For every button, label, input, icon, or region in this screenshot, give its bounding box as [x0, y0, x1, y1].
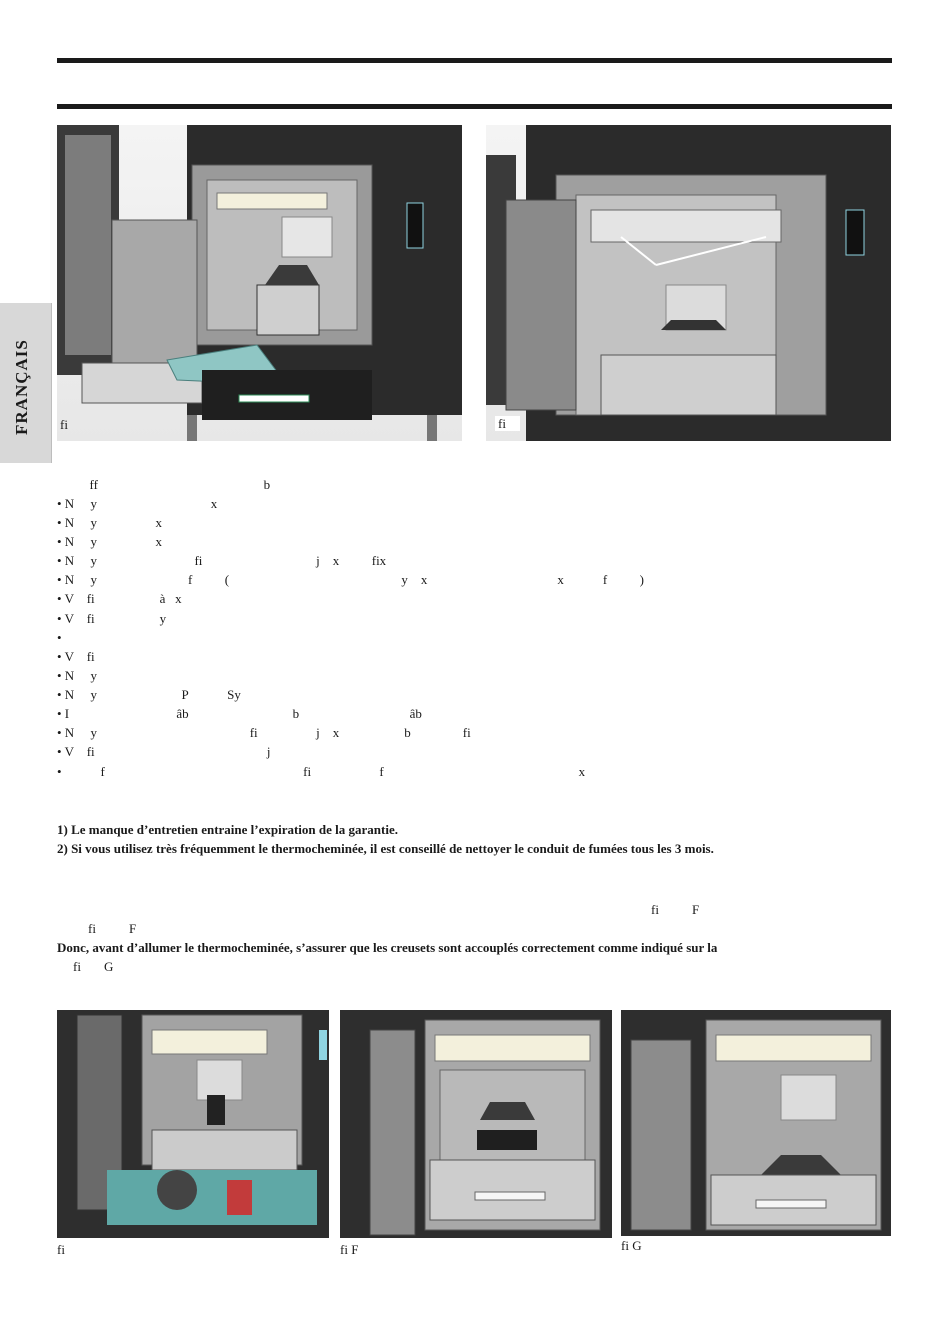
figure-label: fi — [495, 416, 520, 431]
instruction-crucibles: Donc, avant d’allumer le thermocheminée, s’assurer que les creusets sont accouplés correctement comme indiqué sur la — [57, 940, 718, 955]
figure-top-right — [486, 125, 891, 441]
text-line: • N y x — [57, 496, 218, 511]
text-line: • N y x — [57, 515, 162, 530]
text-line: • N y — [57, 668, 97, 683]
figure-ref-letter: G — [104, 959, 114, 974]
text-line: • N y fi j x fix — [57, 553, 387, 568]
text-line: • V fi à x — [57, 591, 182, 606]
stove-open-drawer-illustration — [57, 125, 462, 441]
text-line: • f fi f x — [57, 764, 586, 779]
figure-label: fi G — [621, 1238, 642, 1253]
text-line: • N y x — [57, 534, 162, 549]
text-line: • V fi y — [57, 611, 167, 626]
language-side-tab — [0, 303, 52, 463]
figure-bottom-center — [340, 1010, 612, 1257]
figure-label: fi — [60, 417, 68, 432]
header-rule-bottom — [57, 104, 892, 109]
figure-label: fi — [57, 1242, 65, 1257]
text-line: • N y f ( y x x f ) — [57, 572, 645, 587]
stove-interior-arrows-illustration — [486, 125, 891, 441]
stove-open-base-illustration — [57, 1010, 329, 1238]
stove-crucible-g-illustration — [621, 1010, 891, 1236]
text-line: • N y P Sy — [57, 687, 241, 702]
text-line: • V fi j — [57, 744, 271, 759]
figure-top-left — [57, 125, 462, 441]
text-line: • I âb b âb — [57, 706, 422, 721]
figure-bottom-right — [621, 1010, 891, 1253]
text-line: • — [57, 630, 62, 645]
text-line: • N y fi j x b fi — [57, 725, 471, 740]
text-line: • V fi — [57, 649, 95, 664]
header-rule-top — [57, 58, 892, 63]
figure-label: fi F — [340, 1242, 359, 1257]
figure-bottom-left — [57, 1010, 329, 1257]
note-warranty: 1) Le manque d’entretien entraine l’expiration de la garantie. — [57, 822, 398, 837]
note-cleaning: 2) Si vous utilisez très fréquemment le thermocheminée, il est conseillé de nettoyer le conduit de fumées tous les 3 mois. — [57, 841, 714, 856]
figure-ref: fi — [88, 921, 96, 936]
figure-ref-letter: F — [692, 902, 700, 917]
text-line: ff b — [57, 477, 271, 492]
figure-ref-letter: F — [129, 921, 137, 936]
stove-crucible-f-illustration — [340, 1010, 612, 1238]
language-label: FRANÇAIS — [12, 339, 31, 435]
figure-ref: fi — [73, 959, 81, 974]
figure-ref: fi — [651, 902, 659, 917]
